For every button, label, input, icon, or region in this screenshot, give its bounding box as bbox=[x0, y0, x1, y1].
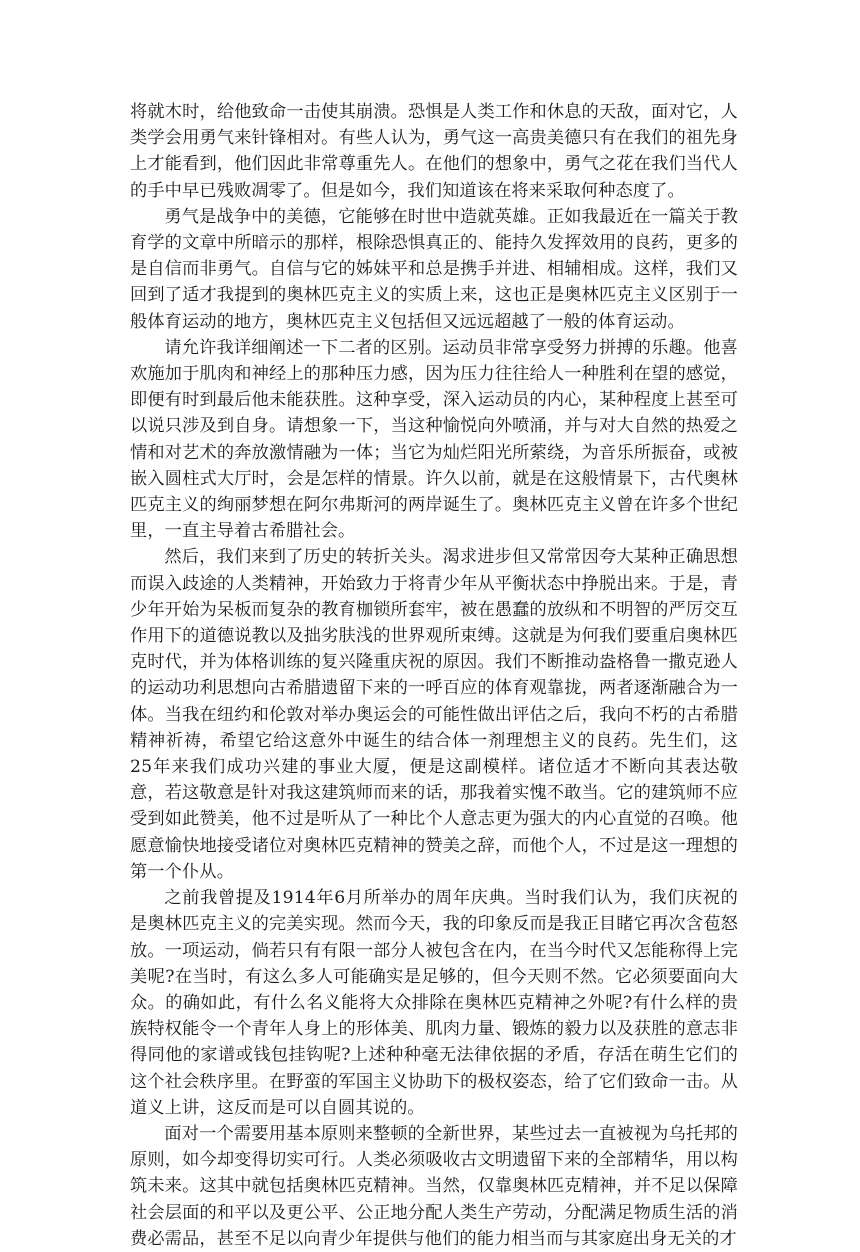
paragraph-5: 之前我曾提及1914年6月所举办的周年庆典。当时我们认为，我们庆祝的是奥林匹克主义的完美实现。然而今天，我的印象反而是我正目睹它再次含苞怒放。一项运动，倘若只有有限一部分人被包含在内，在当今时代又怎能称得上完美呢?在当时，有这么多人可能确实是足够的，但今天则不然。它必须要面向大众。的确如此，有什么名义能将大众排除在奥林匹克精神之外呢?有什么样的贵族特权能令一个青年人身上的形体美、肌肉力量、锻炼的毅力以及获胜的意志非得同他的家谱或钱包挂钩呢?上述种种毫无法律依据的矛盾，存活在萌生它们的这个社会秩序里。在野蛮的军国主义协助下的极权姿态，给了它们致命一击。从道义上讲，这反而是可以自圆其说的。 bbox=[130, 888, 738, 1118]
paragraph-4: 然后，我们来到了历史的转折关头。渴求进步但又常常因夸大某种正确思想而误入歧途的人类精神，开始致力于将青少年从平衡状态中挣脱出来。于是，青少年开始为呆板而复杂的教育枷锁所套牢，被在愚蠢的放纵和不明智的严厉交互作用下的道德说教以及拙劣肤浅的世界观所束缚。这就是为何我们要重启奥林匹克时代，并为体格训练的复兴隆重庆祝的原因。我们不断推动盎格鲁一撒克逊人的运动功利思想向古希腊遗留下来的一呼百应的体育观靠拢，两者逐渐融合为一体。当我在纽约和伦敦对举办奥运会的可能性做出评估之后，我向不朽的古希腊精神祈祷，希望它给这意外中诞生的结合体一剂理想主义的良药。先生们，这25年来我们成功兴建的事业大厦，便是这副模样。诸位适才不断向其表达敬意，若这敬意是针对我这建筑师而来的话，那我着实愧不敢当。它的建筑师不应受到如此赞美，他不过是听从了一种比个人意志更为强大的内心直觉的召唤。他愿意愉快地接受诸位对奥林匹克精神的赞美之辞，而他个人，不过是这一理想的第一个仆从。 bbox=[130, 547, 738, 882]
paragraph-6: 面对一个需要用基本原则来整顿的全新世界，某些过去一直被视为乌托邦的原则，如今却变得切实可行。人类必须吸收古文明遗留下来的全部精华，用以构筑未来。这其中就包括奥林匹克精神。当然，仅靠奥林匹克精神，并不足以保障社会层面的和平以及更公平、公正地分配人类生产劳动，分配满足物质生活的消费必需品，甚至不足以向青少年提供与他们的能力相当而与其家庭出身无关的才 bbox=[130, 1123, 738, 1249]
paragraph-1: 将就木时，给他致命一击使其崩溃。恐惧是人类工作和休息的天敌，面对它，人类学会用勇气来针锋相对。有些人认为，勇气这一高贵美德只有在我们的祖先身上才能看到，他们因此非常尊重先人。在他们的想象中，勇气之花在我们当代人的手中早已残败凋零了。但是如今，我们知道该在将来采取何种态度了。 bbox=[130, 102, 738, 201]
paragraph-3: 请允许我详细阐述一下二者的区别。运动员非常享受努力拼搏的乐趣。他喜欢施加于肌肉和神经上的那种压力感，因为压力往往给人一种胜利在望的感觉，即便有时到最后他未能获胜。这种享受，深入运动员的内心，某种程度上甚至可以说只涉及到自身。请想象一下，当这种愉悦向外喷涌，并与对大自然的热爱之情和对艺术的奔放激情融为一体；当它为灿烂阳光所萦绕，为音乐所振奋，或被嵌入圆柱式大厅时，会是怎样的情景。许久以前，就是在这般情景下，古代奥林匹克主义的绚丽梦想在阿尔弗斯河的两岸诞生了。奥林匹克主义曾在许多个世纪里，一直主导着古希腊社会。 bbox=[130, 337, 738, 542]
paragraph-2: 勇气是战争中的美德，它能够在时世中造就英雄。正如我最近在一篇关于教育学的文章中所暗示的那样，根除恐惧真正的、能持久发挥效用的良药，更多的是自信而非勇气。自信与它的姊妹平和总是携手并进、相辅相成。这样，我们又回到了适才我提到的奥林匹克主义的实质上来，这也正是奥林匹克主义区别于一般体育运动的地方，奥林匹克主义包括但又远远超越了一般的体育运动。 bbox=[130, 206, 738, 332]
document-page bbox=[130, 99, 738, 1252]
